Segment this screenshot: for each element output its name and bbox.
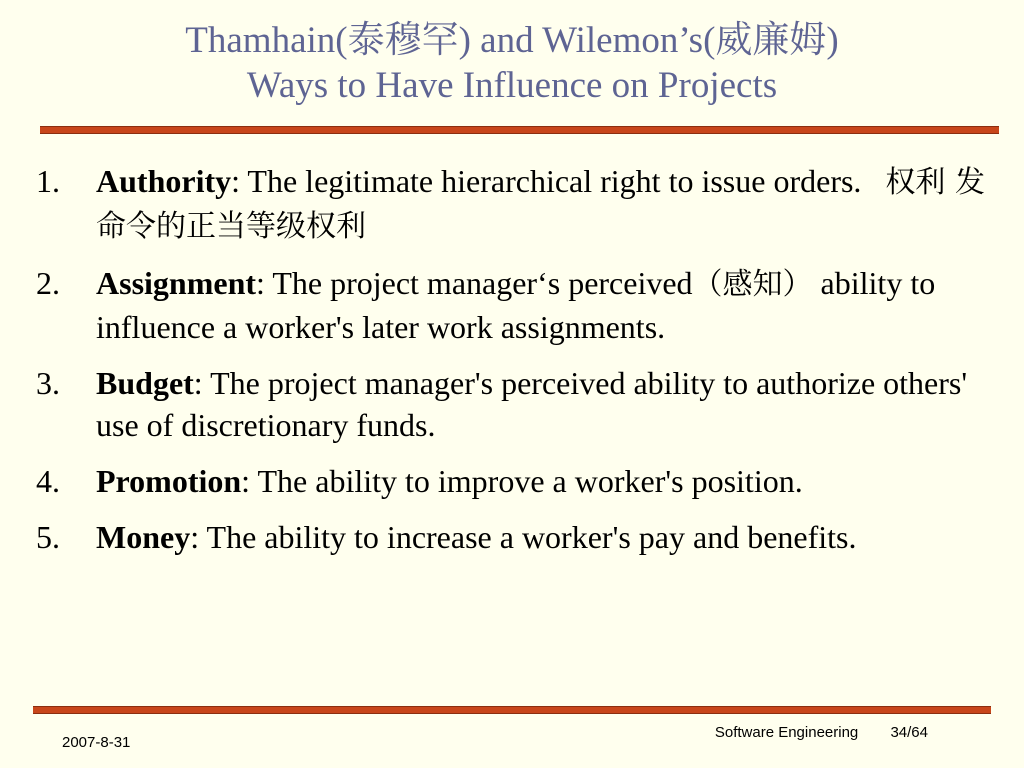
item-number: 2. bbox=[36, 265, 60, 301]
item-number: 1. bbox=[36, 163, 60, 199]
item-term: Promotion bbox=[96, 463, 242, 499]
list-item-promotion bbox=[36, 460, 996, 502]
item-text: : The ability to improve a worker's position. bbox=[241, 463, 803, 499]
footer-page-number: 34/64 bbox=[890, 724, 928, 741]
item-term: Money bbox=[96, 519, 191, 555]
item-text: : The project manager‘s perceived bbox=[256, 265, 693, 301]
item-number: 5. bbox=[36, 519, 60, 555]
footer-divider bbox=[33, 706, 991, 714]
item-term: Assignment bbox=[96, 265, 257, 301]
item-text: : The ability to increase a worker's pay and benefits. bbox=[190, 519, 857, 555]
item-number: 4. bbox=[36, 463, 60, 499]
footer-course: Software Engineering bbox=[714, 724, 859, 741]
slide-title-line-2: Ways to Have Influence on Projects bbox=[246, 65, 778, 106]
item-text: : The legitimate hierarchical right to issue orders. bbox=[231, 163, 862, 199]
item-number: 3. bbox=[36, 365, 60, 401]
item-term: Authority bbox=[96, 163, 232, 199]
slide-title-line-1: Thamhain(泰穆罕) and Wilemon’s(威廉姆) bbox=[185, 20, 839, 61]
footer-date: 2007-8-31 bbox=[62, 734, 131, 751]
influence-list bbox=[36, 160, 996, 572]
footer-info bbox=[715, 724, 928, 741]
item-term: Budget bbox=[96, 365, 194, 401]
title-divider bbox=[40, 126, 999, 134]
list-item-assignment bbox=[36, 262, 996, 348]
list-item-money bbox=[36, 516, 996, 558]
item-chinese-text: 权利 发命令的正当等级权利 bbox=[96, 165, 985, 244]
slide-title bbox=[40, 18, 984, 108]
item-text-continued: ability to influence a worker's later work assignments. bbox=[96, 265, 936, 345]
list-item-budget bbox=[36, 362, 996, 446]
item-text: : The project manager's perceived ability to authorize others' use of discretionary funds. bbox=[96, 365, 968, 443]
list-item-authority bbox=[36, 160, 996, 248]
item-chinese-text: （感知） bbox=[692, 267, 813, 302]
